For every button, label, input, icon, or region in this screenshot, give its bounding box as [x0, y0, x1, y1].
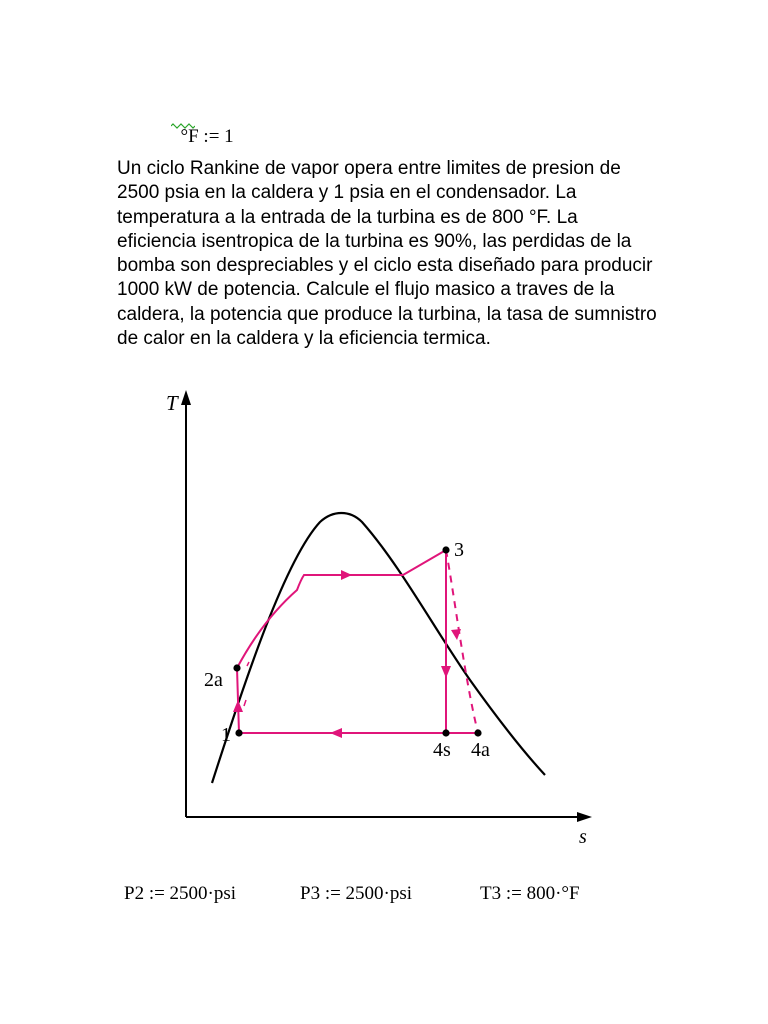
heat-rejection-arrow: [330, 728, 342, 738]
actual-expansion-line: [446, 550, 478, 733]
state-point-4s: [442, 729, 449, 736]
label-2a: 2a: [204, 669, 223, 691]
s-axis-label: s: [579, 826, 587, 848]
actual-expansion-arrow: [451, 629, 461, 640]
state-point-3: [442, 546, 449, 553]
label-1: 1: [221, 724, 231, 746]
state-point-1: [235, 729, 242, 736]
assignment-p3: P3 := 2500·psi: [300, 883, 413, 904]
label-4s: 4s: [433, 739, 451, 761]
pump-arrow: [233, 700, 243, 712]
label-4a: 4a: [471, 739, 490, 761]
assignment-p2: P2 := 2500·psi: [124, 883, 237, 904]
t-axis-label: T: [166, 391, 178, 415]
heat-addition-path: [237, 550, 446, 668]
label-3: 3: [454, 539, 464, 561]
unit-definition-text: °F := 1: [180, 126, 234, 147]
heat-addition-arrow: [341, 570, 352, 580]
isentropic-expansion-arrow: [441, 666, 451, 678]
pump-isentropic-tick: [244, 700, 246, 706]
pump-isentropic-tick: [247, 662, 249, 666]
assignment-t3: T3 := 800·°F: [480, 883, 580, 904]
t-axis-arrowhead: [181, 390, 191, 405]
problem-statement: Un ciclo Rankine de vapor opera entre limites de presion de 2500 psia en la caldera y 1 psia en el condensador. La temperatura a la entrada de la turbina es de 800 °F. La eficiencia isentropica de la turbina es 90%, las perdidas de la bomba son despreciables y el ciclo esta diseñado para producir 1000 kW de potencia. Calcule el flujo masico a traves de la caldera, la potencia que produce la turbina, la tasa de sumnistro de calor en la caldera y la eficiencia termica.: [117, 158, 657, 350]
state-point-2a: [233, 664, 240, 671]
s-axis-arrowhead: [577, 812, 592, 822]
saturation-dome: [212, 513, 545, 783]
state-point-4a: [474, 729, 481, 736]
